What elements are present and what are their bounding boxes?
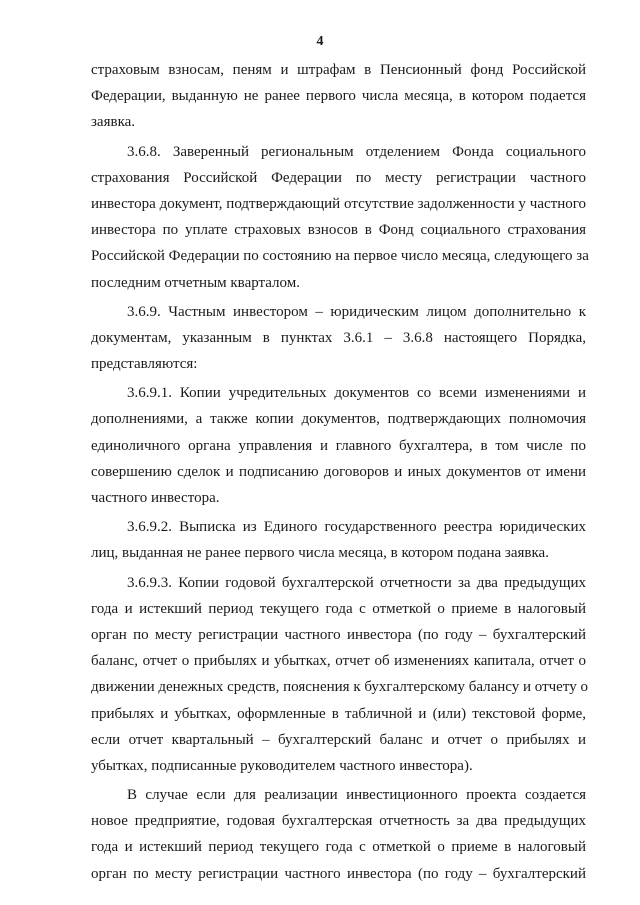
text-line: документам, указанным в пунктах 3.6.1 – 3.6.8 настоящего Порядка, <box>91 329 586 346</box>
text-line: баланс, отчет о прибылях и убытках, отчет об изменениях капитала, отчет о <box>91 653 586 670</box>
paragraph-continuation-pfr <box>91 57 586 136</box>
paragraph-3-6-8 <box>91 139 589 296</box>
text-line: страхования Российской Федерации по месту регистрации частного <box>91 169 586 186</box>
text-line: убытках, подписанные руководителем частного инвестора). <box>91 757 473 774</box>
text-line: совершению сделок и подписанию договоров и иных документов от имени <box>91 463 586 480</box>
text-line: дополнениями, а также копии документов, подтверждающих полномочия <box>91 411 586 428</box>
text-line: 3.6.9.3. Копии годовой бухгалтерской отчетности за два предыдущих <box>127 574 586 591</box>
text-line: Российской Федерации по состоянию на первое число месяца, следующего за <box>91 248 589 265</box>
text-line: страховым взносам, пеням и штрафам в Пенсионный фонд Российской <box>91 62 586 78</box>
paragraph-3-6-9-2 <box>91 514 586 566</box>
text-line: движении денежных средств, пояснения к бухгалтерскому балансу и отчету о <box>91 679 588 696</box>
text-line: 3.6.9.1. Копии учредительных документов со всеми изменениями и <box>127 385 586 402</box>
text-line: заявка. <box>91 114 136 131</box>
text-line: 3.6.9. Частным инвестором – юридическим лицом дополнительно к <box>127 303 586 320</box>
text-line: представляются: <box>91 356 198 373</box>
text-line: прибылях и убытках, оформленные в табличной и (или) текстовой форме, <box>91 705 586 722</box>
text-line: года и истекший период текущего года с отметкой о приеме в налоговый <box>91 839 586 856</box>
text-line: Федерации, выданную не ранее первого числа месяца, в котором подается <box>91 88 586 105</box>
paragraph-3-6-9-1 <box>91 380 586 511</box>
paragraph-new-enterprise <box>91 782 586 887</box>
page-number: 4 <box>316 34 324 49</box>
paragraph-3-6-9-3 <box>91 570 586 780</box>
document-body <box>91 57 589 887</box>
text-line: 3.6.8. Заверенный региональным отделением Фонда социального <box>127 143 586 160</box>
text-line: 3.6.9.2. Выписка из Единого государственного реестра юридических <box>127 519 586 536</box>
text-line: орган по месту регистрации частного инвестора (по году – бухгалтерский <box>91 626 586 643</box>
text-line: новое предприятие, годовая бухгалтерская отчетность за два предыдущих <box>91 813 586 830</box>
text-line: орган по месту регистрации частного инвестора (по году – бухгалтерский <box>91 865 586 882</box>
text-line: года и истекший период текущего года с отметкой о приеме в налоговый <box>91 600 586 617</box>
text-line: лиц, выданная не ранее первого числа месяца, в котором подана заявка. <box>91 545 549 562</box>
paragraph-3-6-9 <box>91 299 586 378</box>
text-line: если отчет квартальный – бухгалтерский баланс и отчет о прибылях и <box>91 731 586 748</box>
text-line: последним отчетным кварталом. <box>91 274 300 291</box>
text-line: инвестора по уплате страховых взносов в Фонд социального страхования <box>91 222 586 239</box>
text-line: инвестора документ, подтверждающий отсутствие задолженности у частного <box>91 195 586 212</box>
text-line: частного инвестора. <box>91 490 220 506</box>
text-line: единоличного органа управления и главного бухгалтера, в том числе по <box>91 437 586 454</box>
text-line: В случае если для реализации инвестиционного проекта создается <box>127 787 586 804</box>
